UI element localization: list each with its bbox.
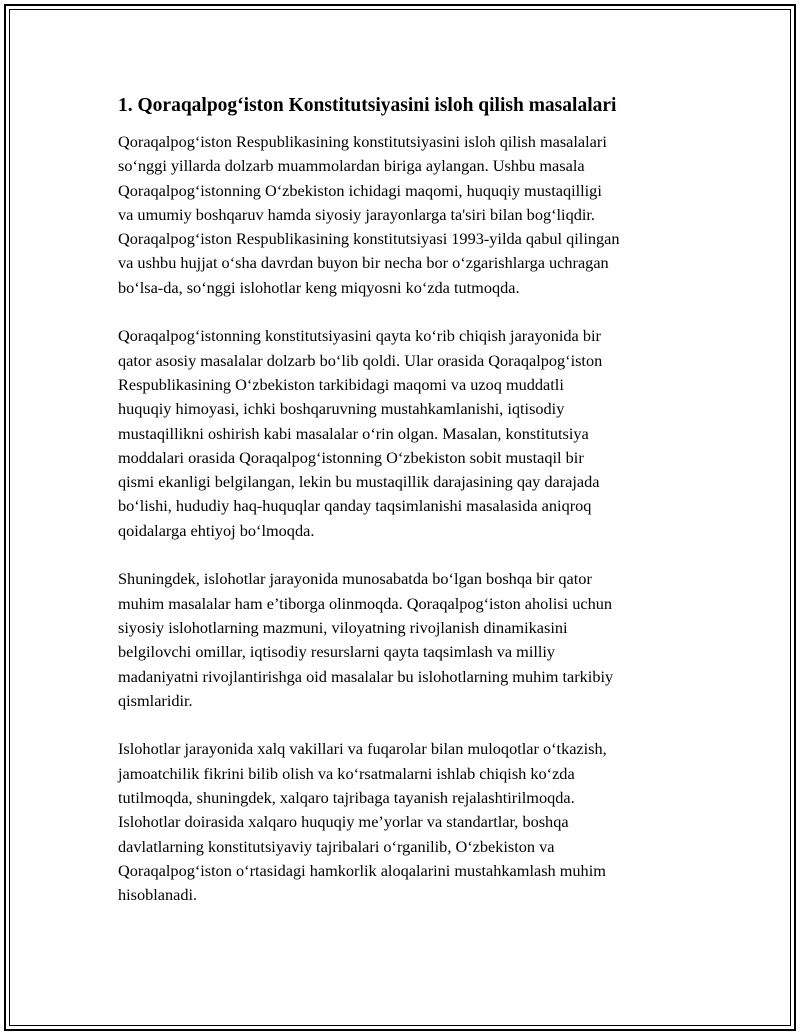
paragraph-line: bo‘lsa-da, so‘nggi islohotlar keng miqyosni ko‘zda tutmoqda. — [118, 277, 520, 297]
paragraph-line: Qoraqalpog‘iston o‘rtasidagi hamkorlik aloqalarini mustahkamlash muhim — [118, 860, 606, 880]
body-paragraph — [118, 737, 698, 907]
body-paragraph — [118, 130, 698, 300]
paragraph-line: qator asosiy masalalar dolzarb bo‘lib qoldi. Ular orasida Qoraqalpog‘iston — [118, 350, 603, 370]
paragraph-line: Islohotlar jarayonida xalq vakillari va fuqarolar bilan muloqotlar o‘tkazish, — [118, 739, 607, 759]
paragraph-container — [118, 130, 698, 908]
paragraph-line: qismlaridir. — [118, 690, 193, 710]
paragraph-line: Qoraqalpog‘istonning konstitutsiyasini qayta ko‘rib chiqish jarayonida bir — [118, 326, 601, 346]
paragraph-line: Shuningdek, islohotlar jarayonida munosabatda bo‘lgan boshqa bir qator — [118, 569, 592, 589]
paragraph-line: Qoraqalpog‘iston Respublikasining konstitutsiyasini isloh qilish masalalari — [118, 132, 607, 151]
paragraph-line: qoidalarga ehtiyoj bo‘lmoqda. — [118, 520, 315, 540]
paragraph-line: siyosiy islohotlarning mazmuni, viloyatning rivojlanish dinamikasini — [118, 617, 568, 637]
paragraph-line: hisoblanadi. — [118, 885, 198, 905]
paragraph-line: madaniyatni rivojlantirishga oid masalalar bu islohotlarning muhim tarkibiy — [118, 666, 614, 686]
paragraph-line: jamoatchilik fikrini bilib olish va ko‘rsatmalarni ishlab chiqish ko‘zda — [118, 763, 575, 783]
paragraph-line: va umumiy boshqaruv hamda siyosiy jarayonlarga ta'siri bilan bog‘liqdir. — [118, 204, 595, 224]
paragraph-line: davlatlarning konstitutsiyaviy tajribalari o‘rganilib, O‘zbekiston va — [118, 836, 555, 856]
paragraph-line: qismi ekanligi belgilangan, lekin bu mustaqillik darajasining qay darajada — [118, 472, 600, 492]
paragraph-line: muhim masalalar ham e’tiborga olinmoqda. Qoraqalpog‘iston aholisi uchun — [118, 593, 613, 613]
paragraph-line: va ushbu hujjat o‘sha davrdan buyon bir necha bor o‘zgarishlarga uchragan — [118, 253, 609, 273]
paragraph-line: belgilovchi omillar, iqtisodiy resurslarni qayta taqsimlash va milliy — [118, 642, 556, 662]
document-body — [118, 94, 698, 932]
paragraph-line: mustaqillikni oshirish kabi masalalar o‘rin olgan. Masalan, konstitutsiya — [118, 423, 589, 443]
section-heading: 1. Qoraqalpog‘iston Konstitutsiyasini isloh qilish masalalari — [118, 95, 617, 116]
paragraph-line: Qoraqalpog‘iston Respublikasining konstitutsiyasi 1993-yilda qabul qilingan — [118, 229, 620, 249]
body-paragraph — [118, 567, 698, 713]
paragraph-line: huquqiy himoyasi, ichki boshqaruvning mustahkamlanishi, iqtisodiy — [118, 399, 565, 419]
paragraph-line: Qoraqalpog‘istonning O‘zbekiston ichidagi maqomi, huquqiy mustaqilligi — [118, 180, 602, 200]
body-paragraph — [118, 324, 698, 543]
paragraph-line: tutilmoqda, shuningdek, xalqaro tajribaga tayanish rejalashtirilmoqda. — [118, 788, 575, 808]
paragraph-line: Islohotlar doirasida xalqaro huquqiy me’yorlar va standartlar, boshqa — [118, 812, 569, 832]
paragraph-line: bo‘lishi, hududiy haq-huquqlar qanday taqsimlanishi masalasida aniqroq — [118, 496, 592, 516]
paragraph-line: moddalari orasida Qoraqalpog‘istonning O‘zbekiston sobit mustaqil bir — [118, 447, 584, 467]
paragraph-line: Respublikasining O‘zbekiston tarkibidagi maqomi va uzoq muddatli — [118, 374, 564, 394]
paragraph-line: so‘nggi yillarda dolzarb muammolardan biriga aylangan. Ushbu masala — [118, 156, 585, 176]
